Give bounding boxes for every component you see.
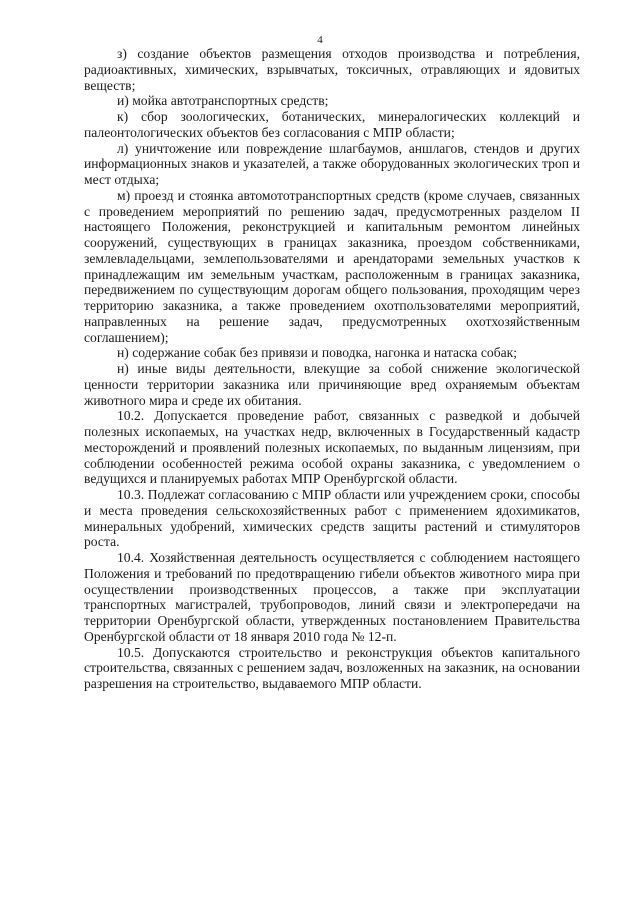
paragraph-10-2-mineral-exploration: 10.2. Допускается проведение работ, связанных с разведкой и добычей полезных ископаемых, на участках недр, включенных в Государственный кадастр месторождений и проявлений полезных ископаемых, по выданным лицензиям, при соблюдении особенностей режима особой охраны заказника, с уведомлением о ведущихся и планируемых работах МПР Оренбургской области.: [84, 408, 580, 487]
paragraph-z-waste-facilities: з) создание объектов размещения отходов производства и потребления, радиоактивных, химических, взрывчатых, токсичных, отравляющих и ядовитых веществ;: [84, 46, 580, 93]
paragraph-m-vehicle-traffic: м) проезд и стоянка автомототранспортных средств (кроме случаев, связанных с проведением мероприятий по решению задач, предусмотренных разделом II настоящего Положения, реконструкцией и капитальным ремонтом линейных сооружений, существующих в границах заказника, проездом собственниками, землевладельцами, землепользователями и арендаторами земельных участков к принадлежащим им земельным участкам, расположенным в границах заказника, передвижением по существующим дорогам общего пользования, проходящим через территорию заказника, а также проведением охотпользователями мероприятий, направленных на решение задач, предусмотренных охотхозяйственным соглашением);: [84, 187, 580, 345]
paragraph-other-activities: н) иные виды деятельности, влекущие за собой снижение экологической ценности территории заказника или причиняющие вред охраняемым объектам животного мира и среде их обитания.: [84, 361, 580, 408]
paragraph-i-vehicle-washing: и) мойка автотранспортных средств;: [117, 93, 329, 109]
paragraph-10-5-construction: 10.5. Допускаются строительство и реконструкция объектов капитального строительства, связанных с решением задач, возложенных на заказник, на основании разрешения на строительство, выдаваемого МПР области.: [84, 644, 580, 691]
paragraph-k-collections: к) сбор зоологических, ботанических, минералогических коллекций и палеонтологических объектов без согласования с МПР области;: [84, 109, 580, 140]
paragraph-10-3-agricultural-works: 10.3. Подлежат согласованию с МПР области или учреждением сроки, способы и места проведения сельскохозяйственных работ с применением ядохимикатов, минеральных удобрений, химических средств защиты растений и стимуляторов роста.: [84, 487, 580, 550]
paragraph-10-4-economic-activity: 10.4. Хозяйственная деятельность осуществляется с соблюдением настоящего Положения и требований по предотвращению гибели объектов животного мира при осуществлении производственных процессов, а также при эксплуатации транспортных магистралей, трубопроводов, линий связи и электропередачи на территории Оренбургской области, утвержденных постановлением Правительства Оренбургской области от 18 января 2010 года № 12-п.: [84, 550, 580, 644]
paragraph-l-sign-damage: л) уничтожение или повреждение шлагбаумов, аншлагов, стендов и других информационных знаков и указателей, а также оборудованных экологических троп и мест отдыха;: [84, 140, 580, 187]
page-number: 4: [317, 34, 323, 46]
document-body: [84, 46, 580, 692]
paragraph-n-dogs: н) содержание собак без привязи и поводка, нагонка и натаска собак;: [117, 345, 518, 361]
